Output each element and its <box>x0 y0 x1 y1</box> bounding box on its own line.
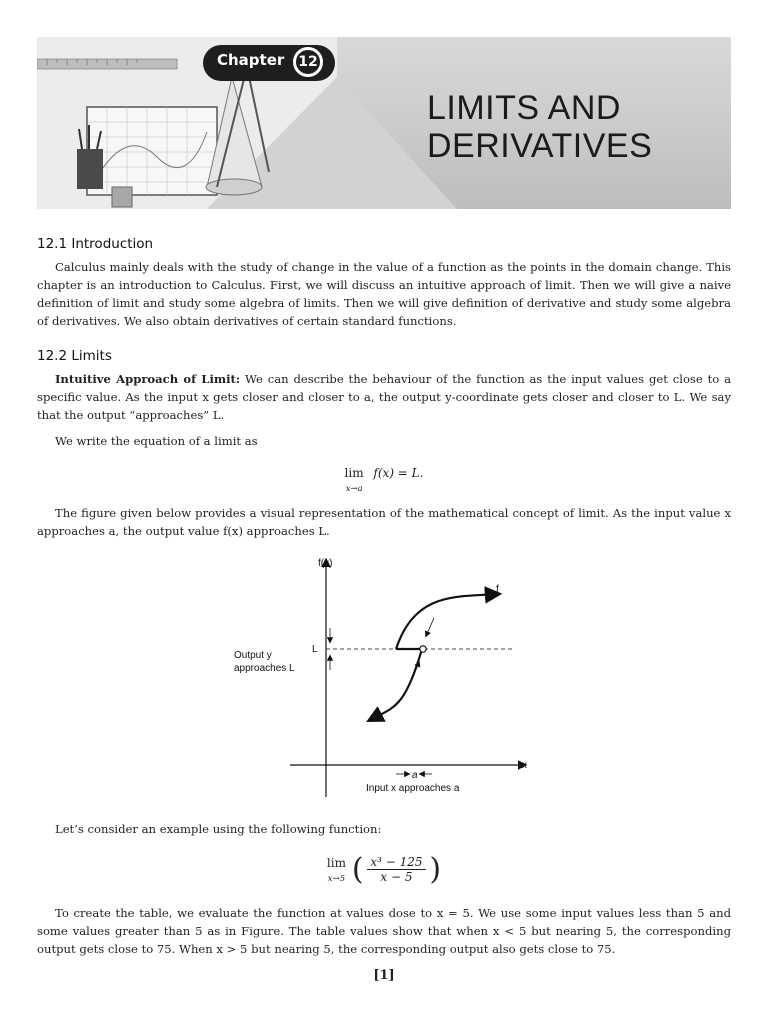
example-paragraph: Let’s consider an example using the following function: <box>55 822 382 836</box>
chapter-title-line2: DERIVATIVES <box>427 127 653 165</box>
intro-heading: 12.1 Introduction <box>37 236 154 252</box>
table-paragraph: To create the table, we evaluate the function at values dose to x = 5. We use some input values less than 5 and some values greater than 5 as in Figure. The table values show that when x < 5 but nearing 5, the corresponding output gets close to 75. When x > 5 but nearing 5, the corresponding output also gets close to 75. <box>37 906 731 956</box>
intuitive-paragraph <box>37 370 731 424</box>
limit-point <box>420 646 426 652</box>
figure-intro-paragraph: The figure given below provides a visual representation of the mathematical concept of limit. As the input value x approaches a, the output value f(x) approaches L. <box>37 506 731 538</box>
chapter-word: Chapter <box>217 51 285 69</box>
curve-label: f <box>496 584 499 595</box>
limit-eq-sub: x→a <box>345 484 363 494</box>
example-eq-sub: x→5 <box>327 873 346 884</box>
function-curve <box>396 594 498 649</box>
limits-heading: 12.2 Limits <box>37 348 112 364</box>
example-eq-denominator: x − 5 <box>380 870 413 884</box>
example-eq-lim: lim <box>326 855 346 870</box>
limit-eq-lim: lim <box>344 466 364 480</box>
page-number: [1] <box>373 968 395 983</box>
chapter-title-line1: LIMITS AND <box>427 89 621 127</box>
x-axis-label: x <box>522 760 527 771</box>
L-label: L <box>312 644 318 655</box>
input-label: Input x approaches a <box>366 783 460 794</box>
chapter-title <box>427 89 727 165</box>
example-eq-numerator: x³ − 125 <box>367 855 425 870</box>
intuitive-text: We can describe the behaviour of the function as the input values get close to a specific value. As the input x gets closer and closer to a, the output y-coordinate gets closer and closer to L. We say that the output “approaches” L. <box>37 372 731 422</box>
limit-eq-body: f(x) = L. <box>373 466 424 480</box>
example-equation: lim x→5 ( $\frac{\text{x³ − 125}}{x - 5}$ ) <box>326 852 442 887</box>
chapter-banner <box>37 37 731 209</box>
output-label-line2: approaches L <box>234 663 295 674</box>
chapter-number: 12 <box>293 47 323 77</box>
write-eq-paragraph: We write the equation of a limit as <box>55 434 258 448</box>
y-axis-label: f(x) <box>318 558 333 569</box>
intuitive-label: Intuitive Approach of Limit: <box>55 372 241 386</box>
intro-paragraph: Calculus mainly deals with the study of change in the value of a function as the points in the domain change. This chapter is an introduction to Calculus. First, we will discuss an intuitive approach of limit. Then we will give a naive definition of limit and study some algebra of limits. Then we will give definition of derivative and study some algebra of derivatives. We also obtain derivatives of certain standard functions. <box>37 260 731 328</box>
a-label: a <box>412 770 418 781</box>
limit-figure <box>220 552 540 802</box>
limit-equation <box>0 466 768 494</box>
output-label-line1: Output y <box>234 650 272 661</box>
